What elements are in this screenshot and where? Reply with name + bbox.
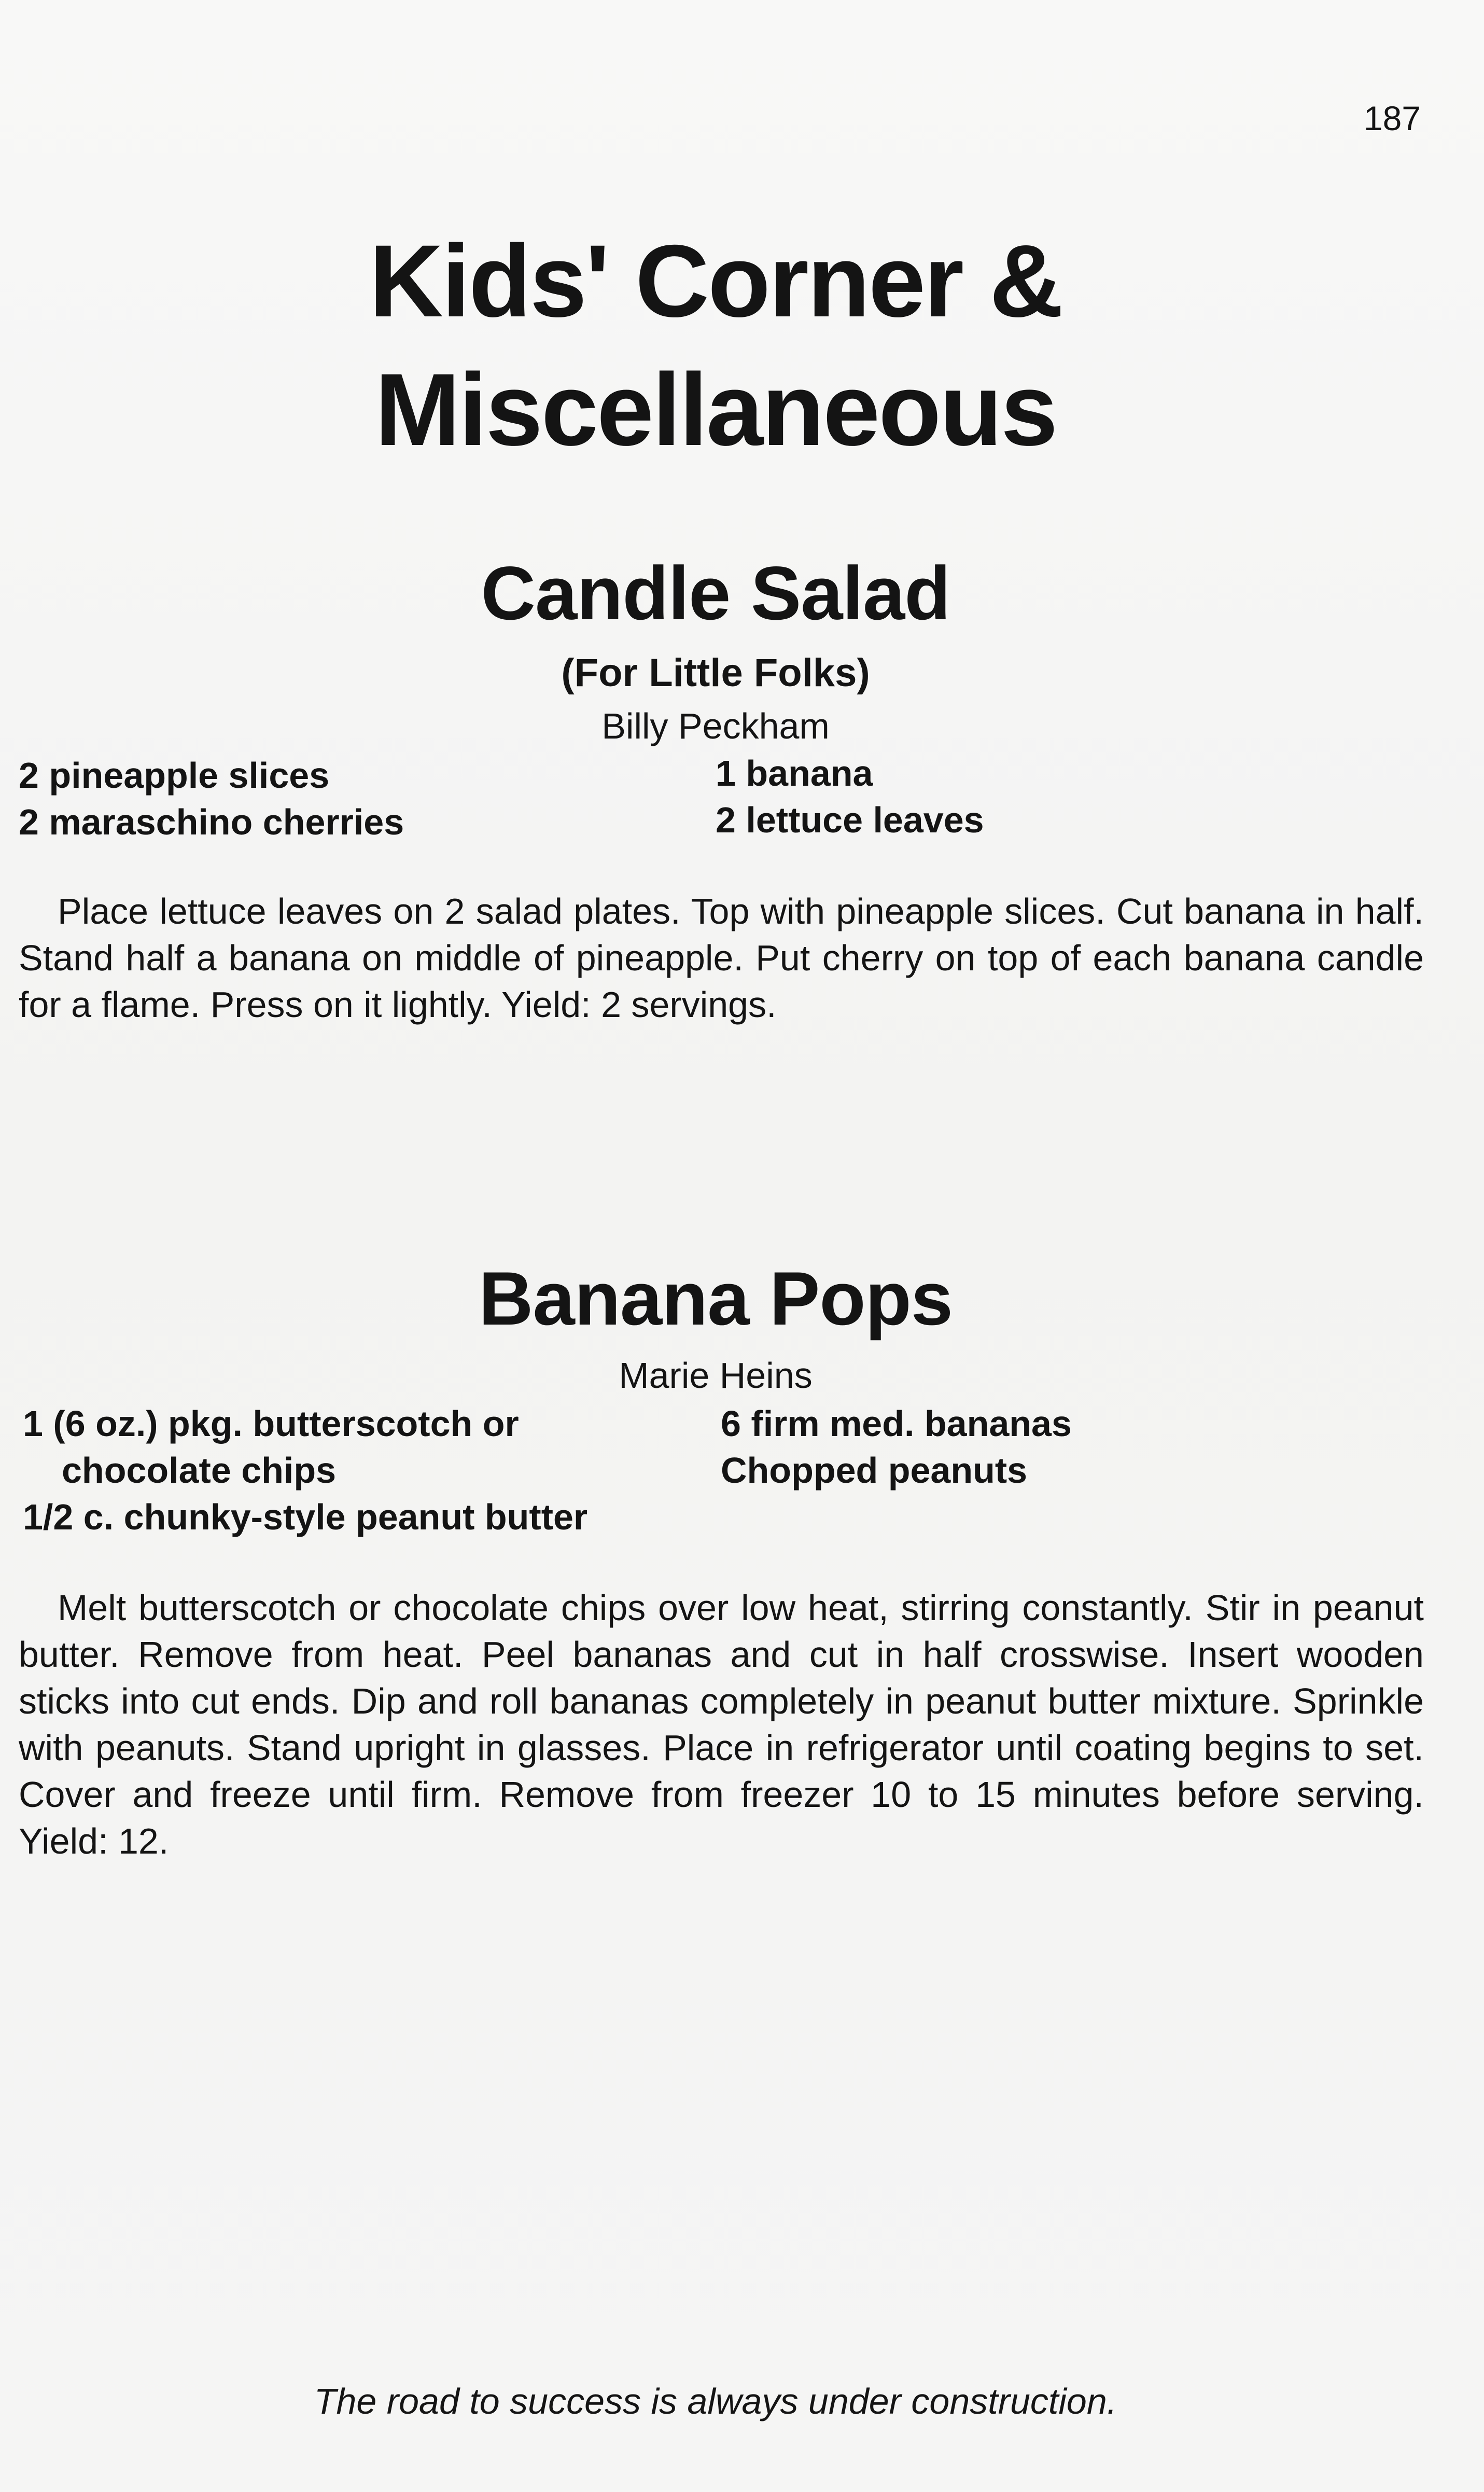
recipe-title: Candle Salad [481, 551, 950, 635]
recipe-directions: Place lettuce leaves on 2 salad plates. Top with pineapple slices. Cut banana in half. Stand half a banana on middle of pineapple. Put cherry on top of each banana candle for a flame. Press on it lightly. Yield: 2 servings. [19, 891, 1424, 1025]
recipe-subtitle: (For Little Folks) [561, 651, 870, 695]
ingredient-item: 2 lettuce leaves [716, 800, 984, 840]
section-title-line-2: Miscellaneous [374, 352, 1057, 467]
footer-quote: The road to success is always under construction. [314, 2381, 1117, 2421]
ingredient-item: 1/2 c. chunky-style peanut butter [23, 1497, 588, 1537]
recipe-author: Marie Heins [619, 1355, 813, 1396]
ingredient-item: 2 maraschino cherries [19, 802, 404, 842]
recipe-title: Banana Pops [479, 1256, 953, 1341]
recipe-author: Billy Peckham [601, 706, 830, 746]
recipe-directions: Melt butterscotch or chocolate chips over low heat, stirring constantly. Stir in peanut butter. Remove from heat. Peel bananas and cut in half crosswise. Insert wooden sticks into cut ends. Dip and roll bananas completely in peanut butter mixture. Sprinkle with peanuts. Stand upright in glasses. Place in refrigerator until coating begins to set. Cover and freeze until firm. Remove from freezer 10 to 15 minutes before serving. Yield: 12. [19, 1588, 1424, 1861]
section-title-line-1: Kids' Corner & [369, 224, 1062, 338]
ingredient-item: 1 (6 oz.) pkg. butterscotch or [23, 1403, 519, 1444]
ingredients-left [23, 1400, 587, 1540]
ingredient-item: chocolate chips [62, 1450, 337, 1491]
ingredient-item: 6 firm med. bananas [721, 1403, 1072, 1444]
ingredient-item: 1 banana [716, 753, 873, 793]
ingredients-left [19, 752, 404, 845]
section-title [0, 217, 1431, 474]
page-number: 187 [1363, 99, 1421, 137]
ingredient-item: 2 pineapple slices [19, 755, 330, 796]
ingredients-right [721, 1400, 1072, 1494]
ingredients-right [716, 750, 984, 843]
ingredient-item: Chopped peanuts [721, 1450, 1028, 1491]
